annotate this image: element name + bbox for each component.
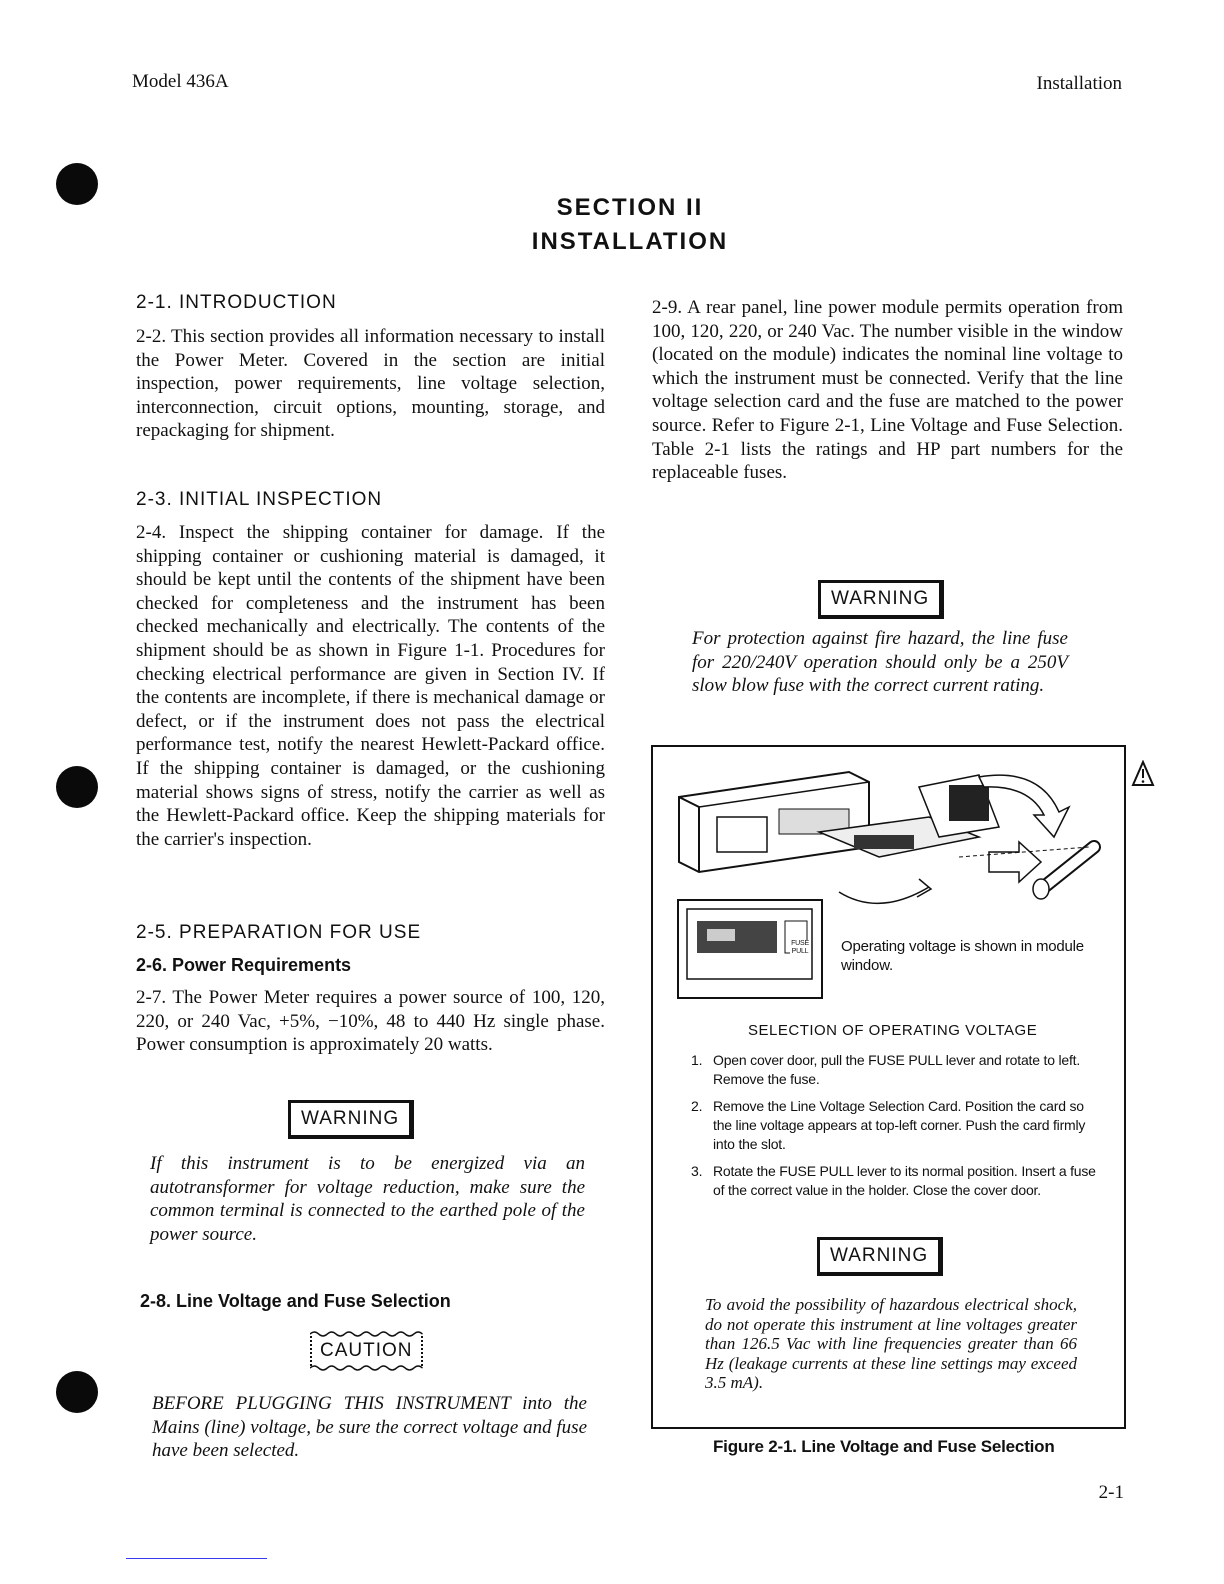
warning-text-fire-hazard: For protection against fire hazard, the line fuse for 220/240V operation should only be a 250V slow blow fuse with the correct current rating. bbox=[692, 628, 1068, 696]
section-number: SECTION II bbox=[556, 194, 704, 221]
caution-box bbox=[310, 1336, 423, 1366]
binder-hole bbox=[56, 163, 98, 205]
module-caption: Operating voltage is shown in module window. bbox=[841, 938, 1084, 974]
caution-text: BEFORE PLUGGING THIS INSTRUMENT into the Mains (line) voltage, be sure the correct voltage and fuse have been selected. bbox=[152, 1393, 587, 1461]
warning-box: WARNING bbox=[817, 1237, 943, 1276]
paragraph-2-4: 2-4. Inspect the shipping container for damage. If the shipping container or cushioning material is damaged, it should be kept until the contents of the shipment have been checked for completeness and the instrument has been checked mechanically and electrically. The contents of the shipment should be as shown in Figure 1-1. Procedures for checking electrical performance are given in Section IV. If the contents are incomplete, if there is mechanical damage or defect, or if the instrument does not pass the electrical performance test, notify the nearest Hewlett-Packard office. If the shipping container is damaged, or the cushioning material shows signs of stress, notify the carrier as well as the Hewlett-Packard office. Keep the shipping materials for the carrier's inspection. bbox=[136, 522, 605, 850]
warning-triangle-icon bbox=[1131, 760, 1155, 788]
warning-text-electric-shock: To avoid the possibility of hazardous electrical shock, do not operate this instrument at line voltages greater than 126.5 Vac with line frequencies greater than 66 Hz (leakage currents at these line settings may exceed 3.5 mA). bbox=[705, 1295, 1077, 1392]
warning-text-autotransformer: If this instrument is to be energized via an autotransformer for voltage reduction, make sure the common terminal is connected to the earthed pole of the power source. bbox=[150, 1153, 585, 1245]
paragraph-2-2: 2-2. This section provides all information necessary to install the Power Meter. Covered in the section are initial inspection, power requirements, line voltage selection, interconnection, circuit options, mounting, storage, and repackaging for shipment. bbox=[136, 326, 605, 442]
list-item bbox=[691, 1097, 1096, 1154]
step-number: 1. bbox=[691, 1052, 703, 1068]
footer-rule bbox=[126, 1558, 267, 1559]
fuse-pull-label: FUSE PULL bbox=[791, 940, 809, 955]
caution-label: CAUTION bbox=[310, 1336, 423, 1366]
figure-2-1 bbox=[651, 745, 1126, 1429]
heading-line-voltage-fuse: 2-8. Line Voltage and Fuse Selection bbox=[140, 1291, 451, 1311]
header-section-name: Installation bbox=[1036, 73, 1122, 94]
step-number: 3. bbox=[691, 1163, 703, 1179]
binder-hole bbox=[56, 1371, 98, 1413]
step-text: Open cover door, pull the FUSE PULL lever and rotate to left. Remove the fuse. bbox=[713, 1052, 1081, 1087]
heading-introduction: 2-1. INTRODUCTION bbox=[136, 292, 337, 313]
list-item bbox=[691, 1051, 1096, 1089]
binder-hole bbox=[56, 766, 98, 808]
section-title: INSTALLATION bbox=[531, 228, 729, 255]
heading-preparation-for-use: 2-5. PREPARATION FOR USE bbox=[136, 922, 422, 943]
step-text: Remove the Line Voltage Selection Card. Position the card so the line voltage appears at top-left corner. Push the card firmly into the slot. bbox=[713, 1098, 1086, 1152]
heading-initial-inspection: 2-3. INITIAL INSPECTION bbox=[136, 489, 383, 510]
paragraph-2-7: 2-7. The Power Meter requires a power source of 100, 120, 220, or 240 Vac, +5%, −10%, 48 to 440 Hz single phase. Power consumption is approximately 20 watts. bbox=[136, 987, 605, 1056]
selection-steps bbox=[691, 1051, 1096, 1208]
warning-box: WARNING bbox=[288, 1100, 414, 1139]
step-number: 2. bbox=[691, 1098, 703, 1114]
figure-caption: Figure 2-1. Line Voltage and Fuse Selection bbox=[713, 1437, 1055, 1456]
selection-title: SELECTION OF OPERATING VOLTAGE bbox=[748, 1022, 1038, 1039]
page-number: 2-1 bbox=[1098, 1482, 1124, 1503]
list-item bbox=[691, 1162, 1096, 1200]
heading-power-requirements: 2-6. Power Requirements bbox=[136, 955, 352, 975]
paragraph-2-9: 2-9. A rear panel, line power module permits operation from 100, 120, 220, or 240 Vac. The number visible in the window (located on the module) indicates the nominal line voltage to which the instrument must be connected. Verify that the line voltage selection card and the fuse are matched to the power source. Refer to Figure 2-1, Line Voltage and Fuse Selection. Table 2-1 lists the ratings and HP part numbers for the replaceable fuses. bbox=[652, 297, 1123, 484]
warning-box: WARNING bbox=[818, 580, 944, 619]
step-text: Rotate the FUSE PULL lever to its normal position. Insert a fuse of the correct value in the holder. Close the cover door. bbox=[713, 1163, 1096, 1198]
header-model: Model 436A bbox=[132, 71, 229, 92]
